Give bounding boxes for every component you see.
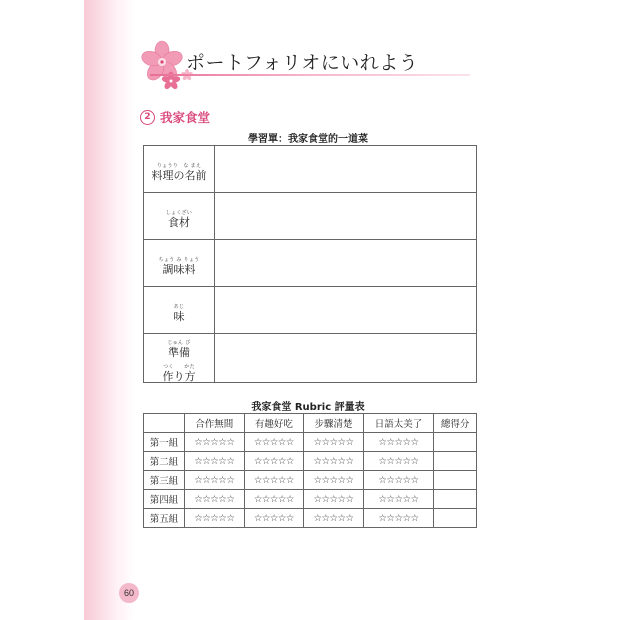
worksheet-row <box>144 193 477 240</box>
group-label: 第五組 <box>144 509 185 528</box>
answer-cell[interactable] <box>215 193 477 240</box>
star-rating[interactable]: ☆☆☆☆☆ <box>185 471 245 490</box>
row-label: 料理の名前 <box>151 169 207 182</box>
total-cell[interactable] <box>434 433 477 452</box>
star-rating[interactable]: ☆☆☆☆☆ <box>304 509 364 528</box>
star-rating[interactable]: ☆☆☆☆☆ <box>185 452 245 471</box>
page-title: ポートフォリオにいれよう <box>186 52 419 74</box>
row-label: 作り方 <box>162 370 196 383</box>
total-cell[interactable] <box>434 490 477 509</box>
star-rating[interactable]: ☆☆☆☆☆ <box>304 471 364 490</box>
rubric-row <box>144 509 477 528</box>
answer-cell[interactable] <box>215 146 477 193</box>
group-label: 第二組 <box>144 452 185 471</box>
star-rating[interactable]: ☆☆☆☆☆ <box>363 490 433 509</box>
group-label: 第四組 <box>144 490 185 509</box>
header-cell: 有趣好吃 <box>244 414 304 433</box>
worksheet-row <box>144 240 477 287</box>
ruby-text: りょうり な まえ <box>156 163 202 169</box>
sidebar-fade <box>120 0 134 620</box>
star-rating[interactable]: ☆☆☆☆☆ <box>185 433 245 452</box>
star-rating[interactable]: ☆☆☆☆☆ <box>363 509 433 528</box>
worksheet-row <box>144 287 477 334</box>
ruby-text: じゅん び <box>167 340 191 346</box>
rubric-row <box>144 471 477 490</box>
star-rating[interactable]: ☆☆☆☆☆ <box>363 433 433 452</box>
page-number: 60 <box>119 583 139 603</box>
star-rating[interactable]: ☆☆☆☆☆ <box>185 509 245 528</box>
header-cell <box>144 414 185 433</box>
rubric-table <box>143 413 477 528</box>
ruby-text: ちょう み りょう <box>158 257 200 263</box>
rubric-row <box>144 490 477 509</box>
star-rating[interactable]: ☆☆☆☆☆ <box>244 452 304 471</box>
answer-cell[interactable] <box>215 240 477 287</box>
header-underline <box>150 74 470 76</box>
ruby-text: あじ <box>173 304 185 310</box>
rubric-row <box>144 452 477 471</box>
total-cell[interactable] <box>434 509 477 528</box>
ruby-text: つく かた <box>163 364 195 370</box>
star-rating[interactable]: ☆☆☆☆☆ <box>185 490 245 509</box>
star-rating[interactable]: ☆☆☆☆☆ <box>304 452 364 471</box>
star-rating[interactable]: ☆☆☆☆☆ <box>244 490 304 509</box>
star-rating[interactable]: ☆☆☆☆☆ <box>363 471 433 490</box>
worksheet-row <box>144 146 477 193</box>
header-cell: 步驟清楚 <box>304 414 364 433</box>
rubric-header-row <box>144 414 477 433</box>
star-rating[interactable]: ☆☆☆☆☆ <box>244 471 304 490</box>
star-rating[interactable]: ☆☆☆☆☆ <box>304 490 364 509</box>
answer-cell[interactable] <box>215 334 477 383</box>
section-number: 2 <box>140 110 155 125</box>
star-rating[interactable]: ☆☆☆☆☆ <box>304 433 364 452</box>
header-cell: 總得分 <box>434 414 477 433</box>
star-rating[interactable]: ☆☆☆☆☆ <box>244 509 304 528</box>
row-label: 味 <box>173 310 185 323</box>
ruby-text: しょくざい <box>165 210 193 216</box>
total-cell[interactable] <box>434 471 477 490</box>
group-label: 第三組 <box>144 471 185 490</box>
rubric-row <box>144 433 477 452</box>
rubric-title: 我家食堂 Rubric 評量表 <box>251 402 365 413</box>
worksheet-row <box>144 334 477 383</box>
worksheet-table <box>143 145 477 383</box>
section-title: 我家食堂 <box>160 110 211 125</box>
header-cell: 合作無間 <box>185 414 245 433</box>
row-label: 準備 <box>168 346 190 359</box>
worksheet-title: 學習單：我家食堂的一道菜 <box>248 134 368 145</box>
answer-cell[interactable] <box>215 287 477 334</box>
star-rating[interactable]: ☆☆☆☆☆ <box>363 452 433 471</box>
header-cell: 日語太美了 <box>363 414 433 433</box>
pink-sidebar <box>84 0 120 620</box>
row-label: 調味料 <box>162 263 196 276</box>
star-rating[interactable]: ☆☆☆☆☆ <box>244 433 304 452</box>
row-label: 食材 <box>167 216 190 229</box>
group-label: 第一組 <box>144 433 185 452</box>
total-cell[interactable] <box>434 452 477 471</box>
section-heading <box>140 108 210 126</box>
